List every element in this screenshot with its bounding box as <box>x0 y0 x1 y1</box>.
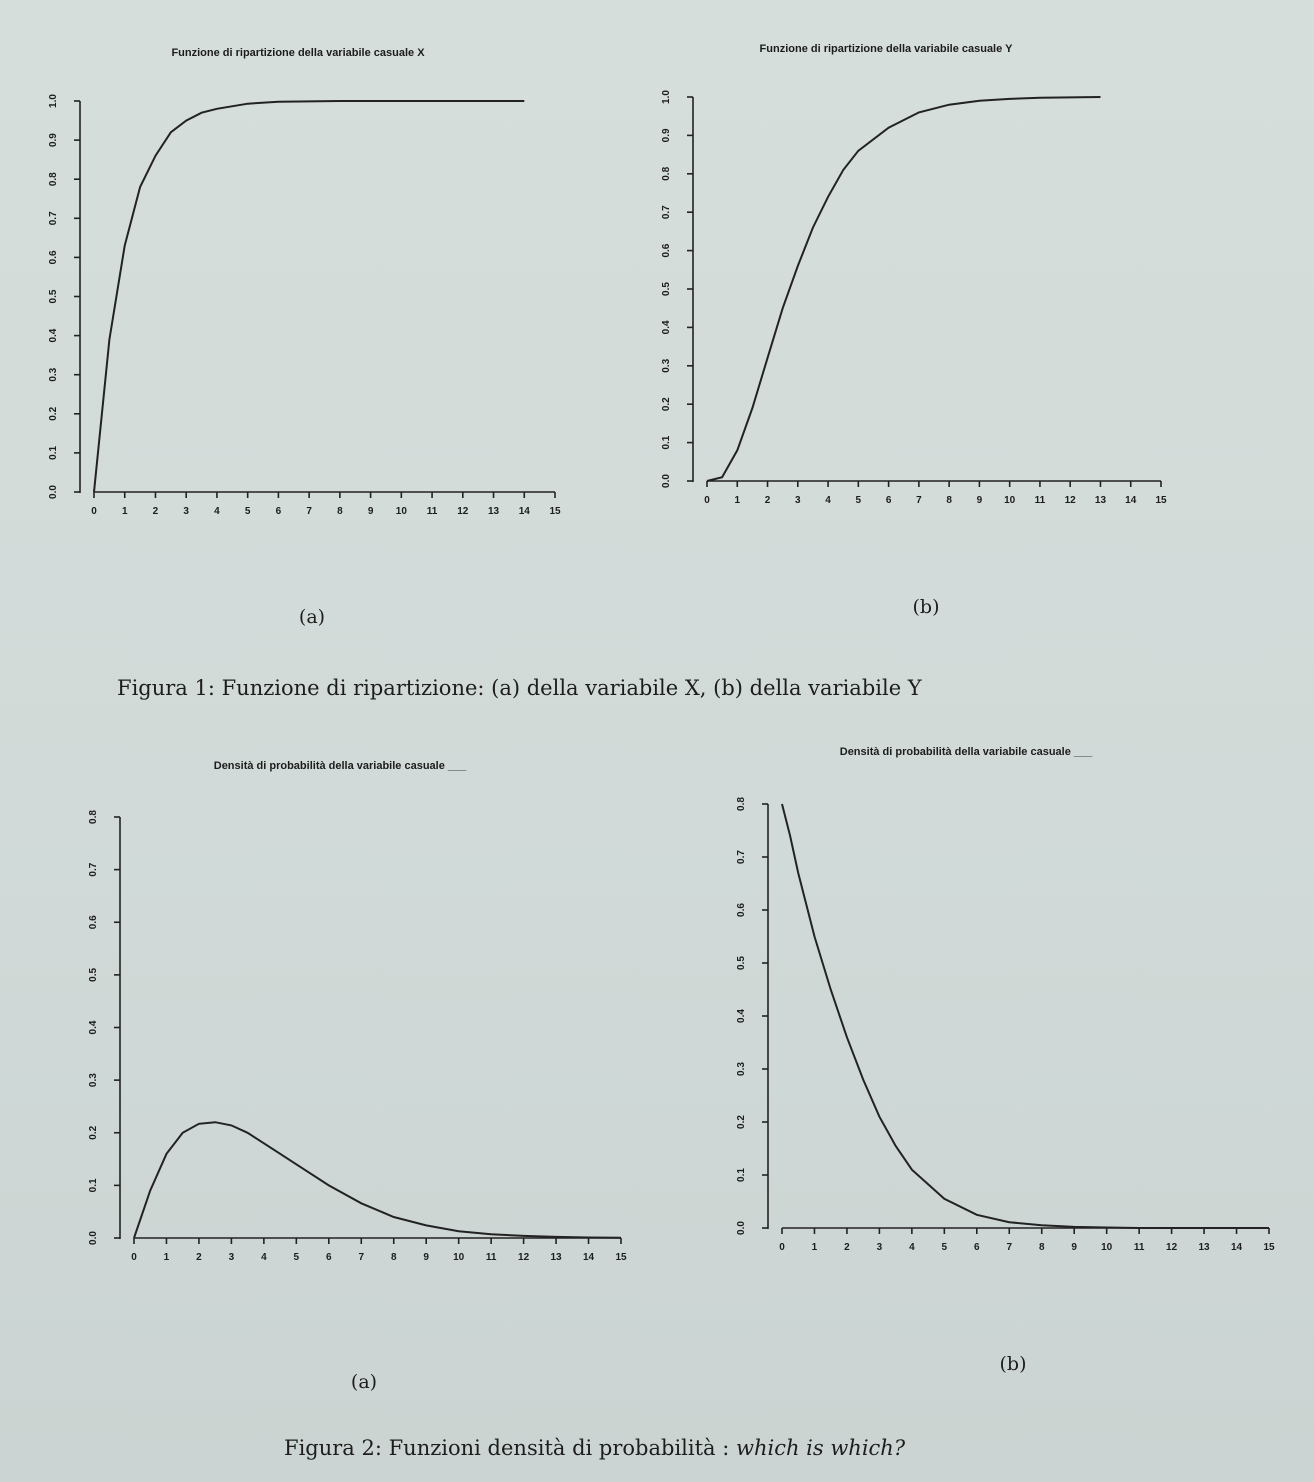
pdf-a-xtick-label: 11 <box>485 1252 497 1263</box>
cdf-x-ytick-label: 0.3 <box>48 367 59 382</box>
pdf-b-xtick-label: 9 <box>1071 1242 1077 1253</box>
cdf-y-ytick-label: 0.4 <box>661 320 672 335</box>
cdf-y-xtick-label: 7 <box>916 495 922 506</box>
pdf-a-xtick-label: 3 <box>228 1252 235 1263</box>
cdf-y-xtick-label: 5 <box>855 495 862 506</box>
pdf-a-xtick-label: 9 <box>423 1252 429 1263</box>
pdf-b-ytick-label: 0.6 <box>736 903 747 917</box>
cdf-x-xtick-label: 9 <box>367 506 374 517</box>
pdf-a-xtick-label: 13 <box>550 1252 562 1263</box>
pdf-a-ytick-label: 0.4 <box>88 1020 99 1035</box>
cdf-x-xtick-label: 10 <box>395 506 407 517</box>
figure2-caption-main: Figura 2: Funzioni densità di probabilità : <box>284 1436 736 1460</box>
pdf-a-xtick-label: 14 <box>582 1252 595 1263</box>
pdf-a-xtick-label: 15 <box>615 1252 627 1263</box>
cdf-x-xtick-label: 3 <box>183 506 189 517</box>
pdf-a-ytick-label: 0.5 <box>88 967 99 982</box>
cdf-x-xtick-label: 4 <box>214 506 220 517</box>
pdf-b-xtick-label: 15 <box>1263 1242 1275 1253</box>
pdf-a-xtick-label: 10 <box>453 1252 465 1263</box>
pdf-b-ytick-label: 0.3 <box>736 1062 747 1076</box>
pdf-b-xtick-label: 3 <box>876 1242 883 1253</box>
pdf-b-xtick-label: 13 <box>1198 1242 1210 1253</box>
cdf-y-ytick-label: 0.0 <box>661 474 672 488</box>
cdf-x-ytick-label: 0.9 <box>48 133 59 148</box>
pdf-a-ytick-label: 0.3 <box>88 1073 99 1088</box>
cdf-x-xtick-label: 14 <box>518 506 530 517</box>
cdf-x-ytick-label: 0.5 <box>48 289 59 304</box>
figure2-label-a: (a) <box>350 1371 378 1393</box>
cdf-x-xtick-label: 5 <box>244 506 251 517</box>
cdf-x-xtick-label: 7 <box>306 506 312 517</box>
pdf-b-ytick-label: 0.1 <box>736 1168 747 1182</box>
pdf-a-ytick-label: 0.0 <box>88 1231 99 1245</box>
pdf-b-curve <box>782 804 1269 1228</box>
figure1-label-b: (b) <box>912 596 940 618</box>
figure1-caption: Figura 1: Funzione di ripartizione: (a) della variabile X, (b) della variabile Y <box>117 676 922 700</box>
pdf-b-xtick-label: 12 <box>1166 1242 1178 1253</box>
pdf-b-xtick-label: 2 <box>844 1242 850 1253</box>
figure1-label-a: (a) <box>298 606 326 628</box>
cdf-x-xtick-label: 2 <box>152 506 159 517</box>
pdf-a-xtick-label: 5 <box>293 1252 300 1263</box>
cdf-x-ytick-label: 0.6 <box>48 250 59 265</box>
pdf-a-curve <box>134 1122 621 1238</box>
cdf-x-ytick-label: 0.0 <box>48 485 59 499</box>
pdf-a-ytick-label: 0.2 <box>88 1125 99 1140</box>
pdf-b-xtick-label: 6 <box>974 1242 980 1253</box>
cdf-x-title: Funzione di ripartizione della variabile casuale X <box>171 47 425 59</box>
figure2-caption <box>284 1436 906 1460</box>
cdf-y-xtick-label: 6 <box>885 495 892 506</box>
figure2-label-b: (b) <box>999 1353 1027 1375</box>
pdf-b-xtick-label: 4 <box>909 1242 915 1253</box>
cdf-x-chart <box>48 47 561 517</box>
pdf-a-ytick-label: 0.1 <box>88 1178 99 1193</box>
cdf-x-xtick-label: 15 <box>549 506 561 517</box>
cdf-y-xtick-label: 8 <box>946 495 952 506</box>
pdf-a-xtick-label: 1 <box>163 1252 170 1263</box>
cdf-x-xtick-label: 6 <box>275 506 282 517</box>
pdf-a-xtick-label: 8 <box>390 1252 397 1263</box>
cdf-y-ytick-label: 0.6 <box>661 243 672 258</box>
cdf-y-title: Funzione di ripartizione della variabile casuale Y <box>759 43 1013 55</box>
cdf-y-xtick-label: 12 <box>1064 495 1076 506</box>
cdf-y-xtick-label: 0 <box>704 495 710 506</box>
cdf-y-ytick-label: 0.3 <box>661 358 672 373</box>
cdf-y-ytick-label: 0.8 <box>661 166 672 181</box>
cdf-y-xtick-label: 13 <box>1094 495 1107 506</box>
pdf-b-xtick-label: 10 <box>1101 1242 1113 1253</box>
pdf-a-xtick-label: 6 <box>326 1252 332 1263</box>
pdf-b-chart <box>736 746 1275 1253</box>
cdf-y-xtick-label: 3 <box>795 495 801 506</box>
cdf-y-xtick-label: 15 <box>1155 495 1167 506</box>
pdf-a-xtick-label: 4 <box>261 1252 267 1263</box>
pdf-a-ytick-label: 0.7 <box>88 862 99 877</box>
cdf-y-xtick-label: 1 <box>734 495 741 506</box>
cdf-x-xtick-label: 13 <box>487 506 500 517</box>
cdf-y-ytick-label: 1.0 <box>661 90 672 104</box>
pdf-b-ytick-label: 0.8 <box>736 797 747 811</box>
pdf-a-chart <box>88 760 627 1263</box>
pdf-a-xtick-label: 7 <box>358 1252 365 1263</box>
cdf-x-xtick-label: 8 <box>337 506 343 517</box>
cdf-x-xtick-label: 1 <box>121 506 128 517</box>
cdf-y-ytick-label: 0.1 <box>661 435 672 450</box>
pdf-b-ytick-label: 0.5 <box>736 956 747 970</box>
cdf-y-ytick-label: 0.7 <box>661 205 672 220</box>
pdf-b-xtick-label: 5 <box>941 1242 948 1253</box>
figure2-caption-italic: which is which? <box>735 1436 906 1460</box>
pdf-b-ytick-label: 0.7 <box>736 850 747 864</box>
cdf-x-ytick-label: 0.7 <box>48 211 59 226</box>
pdf-b-xtick-label: 0 <box>779 1242 785 1253</box>
pdf-b-ytick-label: 0.4 <box>736 1009 747 1023</box>
cdf-x-ytick-label: 1.0 <box>48 94 59 108</box>
pdf-b-xtick-label: 8 <box>1038 1242 1045 1253</box>
pdf-a-xtick-label: 12 <box>518 1252 530 1263</box>
cdf-y-ytick-label: 0.9 <box>661 128 672 143</box>
pdf-a-xtick-label: 2 <box>196 1252 202 1263</box>
cdf-x-ytick-label: 0.4 <box>48 328 59 343</box>
cdf-y-ytick-label: 0.2 <box>661 397 672 412</box>
pdf-a-xtick-label: 0 <box>131 1252 137 1263</box>
pdf-b-xtick-label: 14 <box>1230 1242 1243 1253</box>
pdf-a-ytick-label: 0.6 <box>88 915 99 930</box>
pdf-b-xtick-label: 7 <box>1006 1242 1013 1253</box>
pdf-b-xtick-label: 1 <box>811 1242 818 1253</box>
cdf-x-curve <box>94 101 524 492</box>
cdf-y-xtick-label: 4 <box>825 495 831 506</box>
pdf-b-ytick-label: 0.2 <box>736 1115 747 1129</box>
pdf-b-xtick-label: 11 <box>1133 1242 1145 1253</box>
cdf-x-xtick-label: 12 <box>457 506 469 517</box>
cdf-y-curve <box>707 97 1101 481</box>
cdf-x-ytick-label: 0.1 <box>48 445 59 460</box>
cdf-y-xtick-label: 2 <box>764 495 771 506</box>
cdf-x-ytick-label: 0.2 <box>48 406 59 421</box>
plots-layer <box>48 43 1275 1263</box>
cdf-y-ytick-label: 0.5 <box>661 282 672 296</box>
pdf-b-ytick-label: 0.0 <box>736 1221 747 1235</box>
pdf-b-title: Densità di probabilità della variabile casuale ___ <box>839 746 1093 758</box>
cdf-x-ytick-label: 0.8 <box>48 172 59 187</box>
pdf-a-ytick-label: 0.8 <box>88 810 99 824</box>
pdf-a-title: Densità di probabilità della variabile casuale ___ <box>213 760 467 772</box>
cdf-y-xtick-label: 11 <box>1034 495 1046 506</box>
cdf-x-xtick-label: 11 <box>426 506 438 517</box>
cdf-y-xtick-label: 9 <box>976 495 983 506</box>
cdf-y-chart <box>661 43 1167 506</box>
cdf-y-xtick-label: 14 <box>1125 495 1137 506</box>
cdf-y-xtick-label: 10 <box>1004 495 1016 506</box>
cdf-x-xtick-label: 0 <box>91 506 97 517</box>
